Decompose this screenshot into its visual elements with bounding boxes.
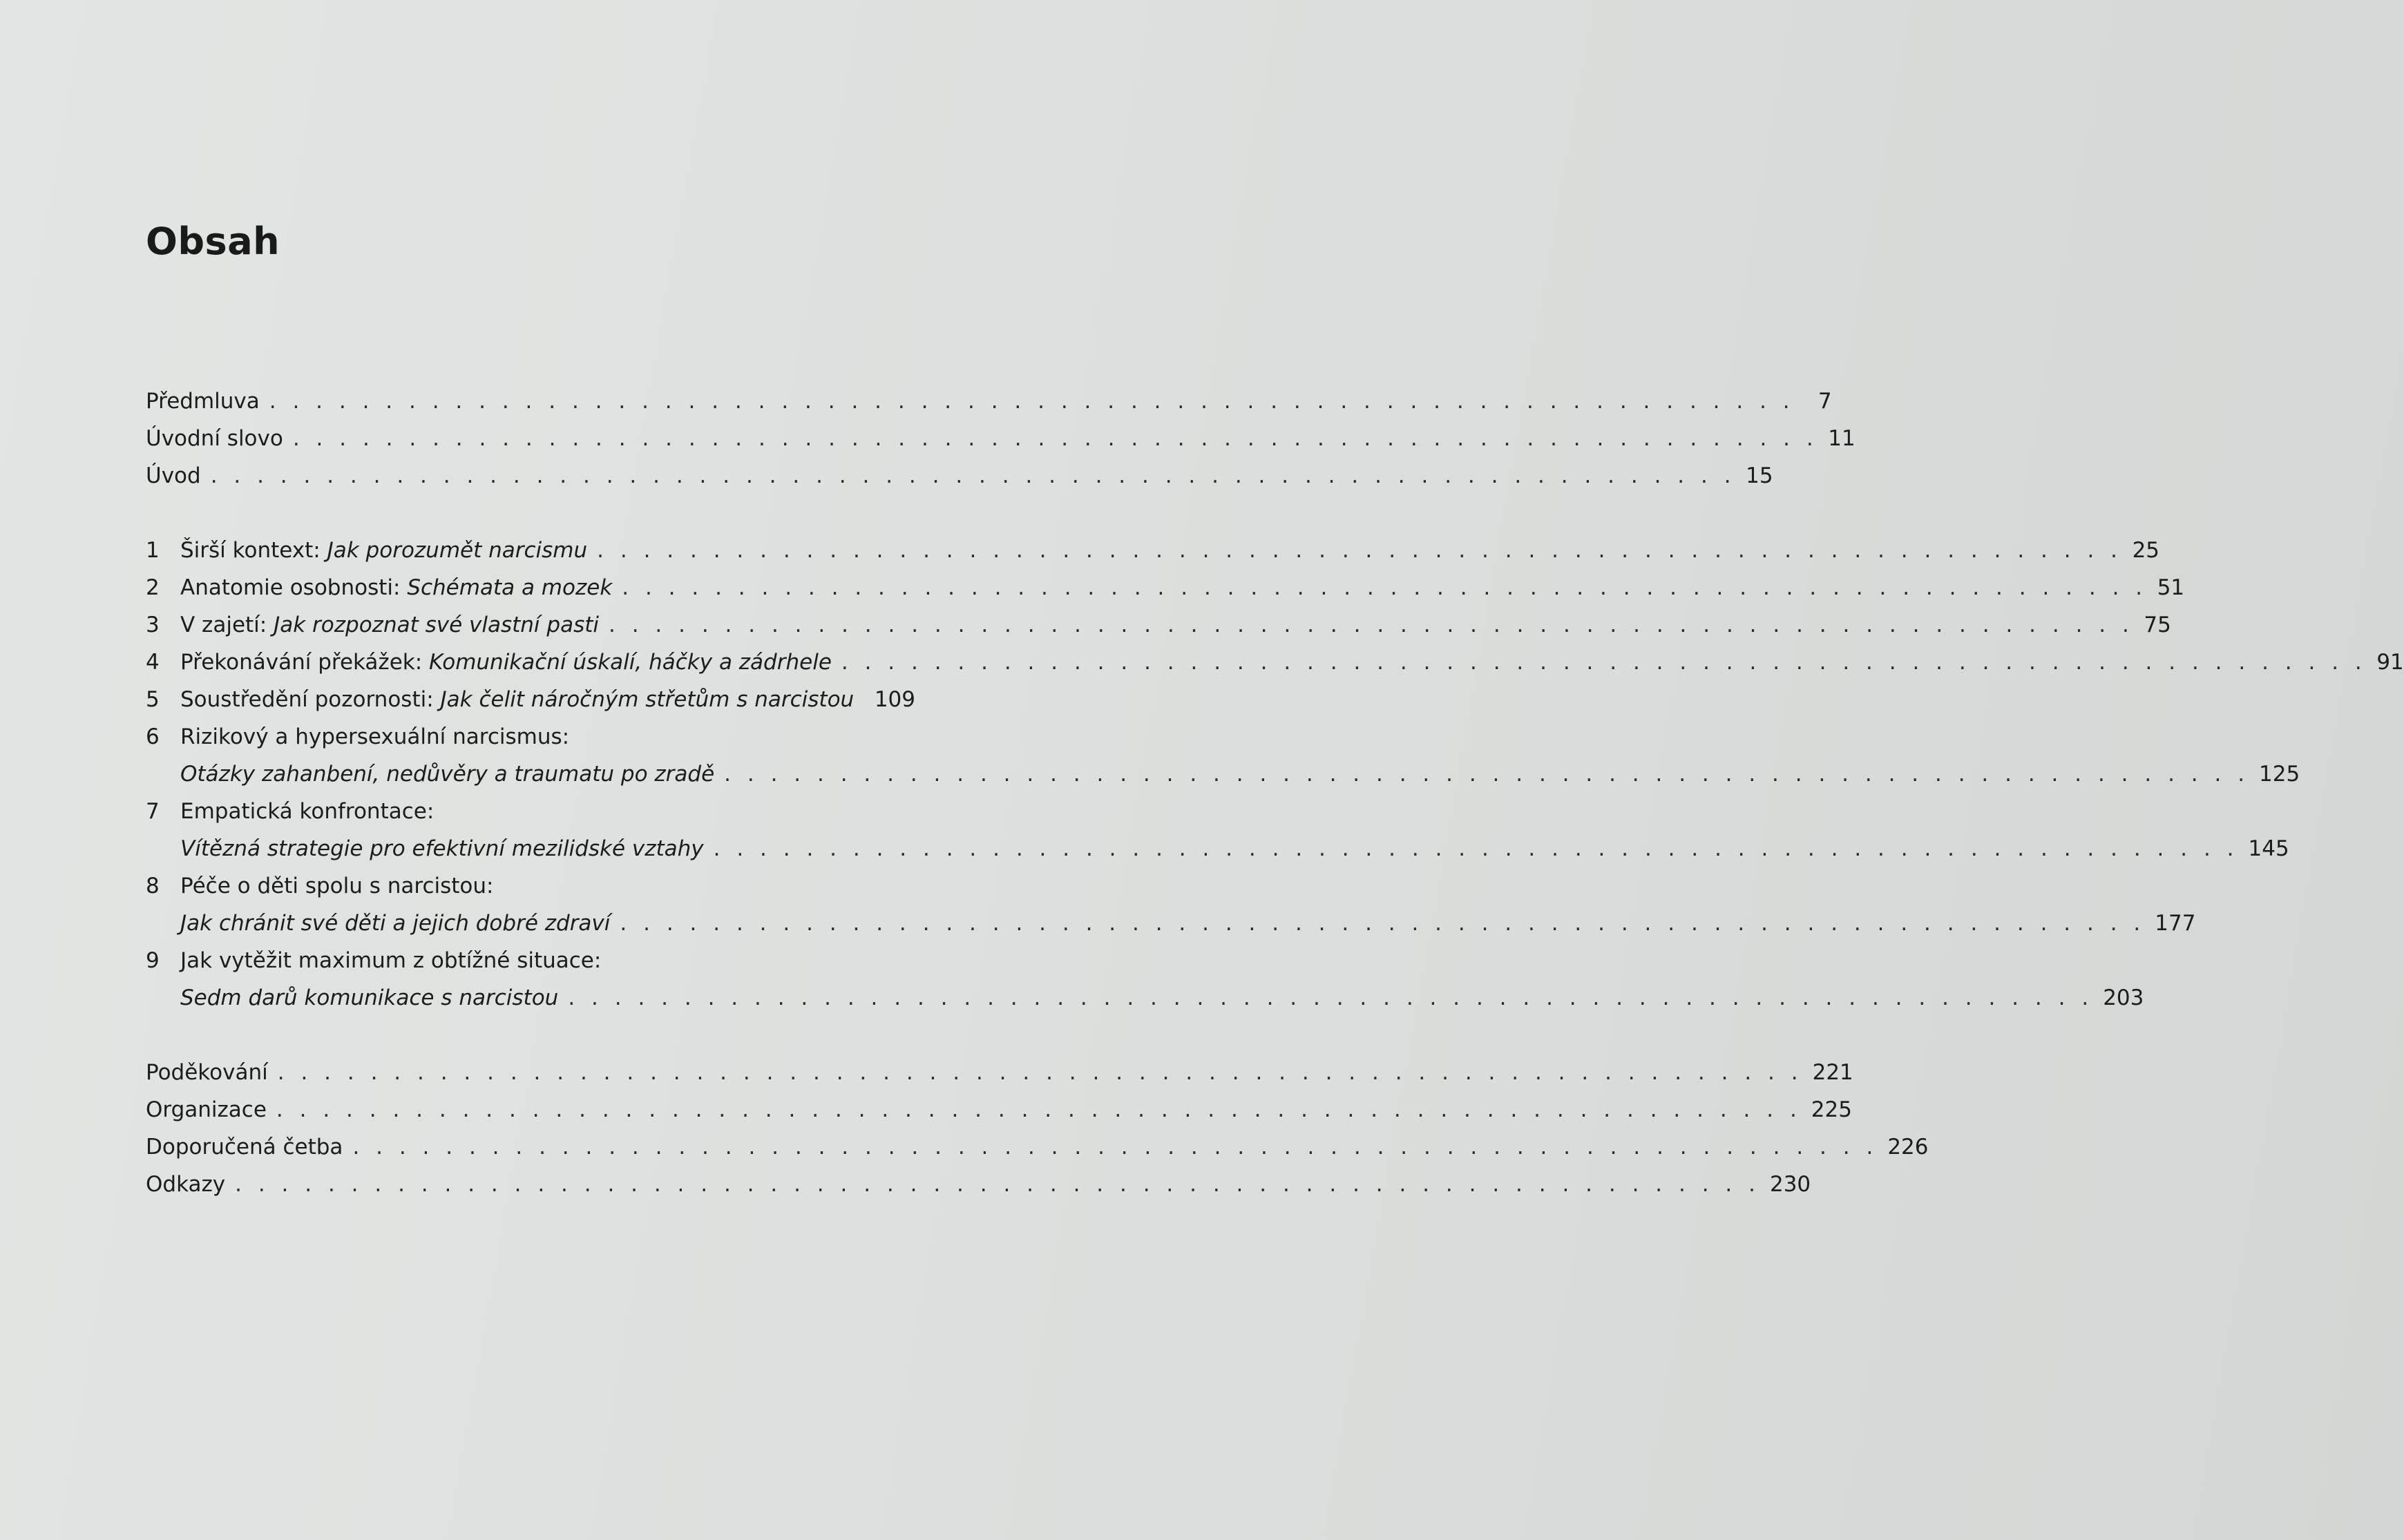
toc-page: 15 [1746,463,1773,488]
toc-page: 203 [2103,985,2144,1010]
toc-leader: . . . . . . . . . . . . . . . . . . . . . . . . . . . . . . . . . . . . . . . . . . . . . . . . . . . . . . . . . . . . . . . . . . [841,650,2367,675]
toc-leader: . . . . . . . . . . . . . . . . . . . . . . . . . . . . . . . . . . . . . . . . . . . . . . . . . . . . . . . . . . . . . . . . . . [276,1097,1802,1122]
chapter-subtitle: Jak čelit náročným střetům s narcistou [440,687,855,712]
toc-page: 7 [1818,389,1832,414]
toc-entry-front [146,415,1856,452]
toc-label: Organizace [146,1097,267,1122]
chapter-title: Jak vytěžit maximum z obtížné situace: [180,948,602,973]
chapter-subtitle: Komunikační úskalí, háčky a zádrhele [429,650,832,675]
toc-entry-chapter [146,937,915,974]
toc-leader: . . . . . . . . . . . . . . . . . . . . . . . . . . . . . . . . . . . . . . . . . . . . . . . . . . . . . . . . . . . . . . . . . . [235,1172,1760,1197]
toc-page: 125 [2259,762,2300,787]
chapter-number: 6 [146,724,160,749]
chapter-title: Širší kontext: [180,538,327,563]
toc-entry-subtitle [146,825,2289,863]
toc-entry-front [146,452,1773,490]
toc-leader: . . . . . . . . . . . . . . . . . . . . . . . . . . . . . . . . . . . . . . . . . . . . . . . . . . . . . . . . . . . . . . . . . . [277,1060,1803,1085]
chapter-number: 3 [146,613,160,637]
toc-page: 91 [2376,650,2404,675]
toc-entry-subtitle [146,900,2196,937]
chapter-title: Empatická konfrontace: [180,799,435,824]
toc-label: Doporučená četba [146,1135,343,1159]
toc-entry-chapter [146,601,2171,639]
toc-leader [864,686,865,713]
toc-page: 225 [1811,1097,1852,1122]
toc-page: 51 [2157,575,2185,600]
toc-entry-chapter [146,713,915,751]
chapter-number: 9 [146,948,160,973]
chapter-number: 2 [146,575,160,600]
toc-page: 75 [2144,613,2171,637]
chapter-number: 5 [146,687,160,712]
chapter-subtitle: Jak chránit své děti a jejich dobré zdraví [180,911,611,936]
toc-entry-chapter [146,564,2185,601]
chapter-subtitle: Schémata a mozek [407,575,613,600]
chapter-number: 1 [146,538,160,563]
toc-leader: . . . . . . . . . . . . . . . . . . . . . . . . . . . . . . . . . . . . . . . . . . . . . . . . . . . . . . . . . . . . . . . . . . [352,1135,1878,1159]
toc-leader: . . . . . . . . . . . . . . . . . . . . . . . . . . . . . . . . . . . . . . . . . . . . . . . . . . . . . . . . . . . . . . . . . . [568,985,2094,1010]
toc-leader: . . . . . . . . . . . . . . . . . . . . . . . . . . . . . . . . . . . . . . . . . . . . . . . . . . . . . . . . . . . . . . . . . . [597,538,2123,563]
chapter-number: 7 [146,799,160,824]
toc-leader: . . . . . . . . . . . . . . . . . . . . . . . . . . . . . . . . . . . . . . . . . . . . . . . . . . . . . . . . . . . . . . . . . . [608,613,2134,637]
chapter-title: Soustředění pozornosti: [180,687,441,712]
toc-entry-chapter [146,639,2404,676]
chapter-title: Překonávání překážek: [180,650,430,675]
toc-entry-front [146,378,1832,415]
toc-page: 109 [874,687,915,712]
toc-label: Předmluva [146,389,260,414]
toc-label: Úvod [146,463,201,488]
toc-page: 221 [1812,1060,1853,1085]
toc-entry-back [146,1161,1811,1198]
toc-page: 226 [1887,1135,1929,1159]
toc-page: 230 [1769,1172,1811,1197]
toc-entry-chapter [146,527,2160,564]
chapter-subtitle: Jak porozumět narcismu [327,538,588,563]
toc-leader: . . . . . . . . . . . . . . . . . . . . . . . . . . . . . . . . . . . . . . . . . . . . . . . . . . . . . . . . . . . . . . . . . . [724,762,2250,787]
toc-entry-back [146,1124,1929,1161]
toc-entry-back [146,1086,1852,1124]
toc-label: Úvodní slovo [146,426,283,451]
toc-leader: . . . . . . . . . . . . . . . . . . . . . . . . . . . . . . . . . . . . . . . . . . . . . . . . . . . . . . . . . . . . . . . . . . [292,426,1818,451]
chapter-title: Anatomie osobnosti: [180,575,408,600]
toc-page: 25 [2132,538,2160,563]
chapter-title: V zajetí: [180,613,274,637]
toc-leader: . . . . . . . . . . . . . . . . . . . . . . . . . . . . . . . . . . . . . . . . . . . . . . . . . . . . . . . . . . . . . . . . . . [622,575,2148,600]
chapter-subtitle: Sedm darů komunikace s narcistou [180,985,559,1010]
toc-page: 11 [1828,426,1856,451]
chapter-number: 4 [146,650,160,675]
toc-leader: . . . . . . . . . . . . . . . . . . . . . . . . . . . . . . . . . . . . . . . . . . . . . . . . . . . . . . . . . . . . . . . . . . [269,389,1795,414]
chapter-subtitle: Jak rozpoznat své vlastní pasti [274,613,599,637]
toc-label: Odkazy [146,1172,226,1197]
toc-leader: . . . . . . . . . . . . . . . . . . . . . . . . . . . . . . . . . . . . . . . . . . . . . . . . . . . . . . . . . . . . . . . . . . [210,463,1736,488]
toc-entry-chapter [146,863,915,900]
chapter-subtitle: Vítězná strategie pro efektivní mezilidské vztahy [180,836,704,861]
toc-leader: . . . . . . . . . . . . . . . . . . . . . . . . . . . . . . . . . . . . . . . . . . . . . . . . . . . . . . . . . . . . . . . . . . [713,836,2239,861]
chapter-number: 8 [146,874,160,898]
toc-entry-subtitle [146,974,2144,1012]
toc-entry-back [146,1049,1853,1086]
toc-leader: . . . . . . . . . . . . . . . . . . . . . . . . . . . . . . . . . . . . . . . . . . . . . . . . . . . . . . . . . . . . . . . . . . [620,911,2146,936]
toc-label: Poděkování [146,1060,268,1085]
toc-entry-subtitle [146,751,2300,788]
toc-page: 177 [2155,911,2196,936]
chapter-subtitle: Otázky zahanbení, nedůvěry a traumatu po zradě [180,762,715,787]
chapter-title: Péče o děti spolu s narcistou: [180,874,494,898]
toc-entry-chapter [146,676,915,713]
chapter-title: Rizikový a hypersexuální narcismus: [180,724,570,749]
toc-entry-chapter [146,788,915,825]
toc-page: 145 [2248,836,2289,861]
page-title: Obsah [146,220,280,263]
